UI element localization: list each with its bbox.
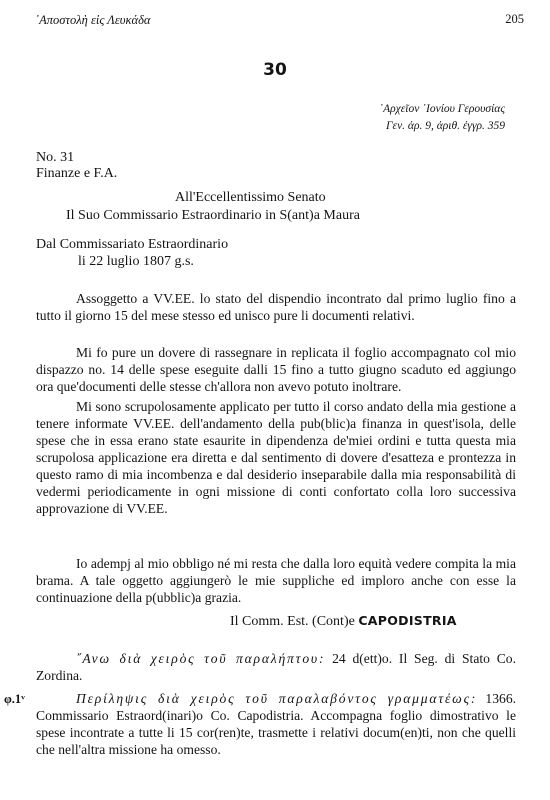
letter-number: No. 31 <box>36 150 75 165</box>
letter-department: Finanze e F.A. <box>36 166 118 181</box>
page-number: 205 <box>505 12 524 26</box>
letter-date: li 22 luglio 1807 g.s. <box>78 254 194 269</box>
document-number: 30 <box>263 60 287 80</box>
receiver-note <box>36 650 516 684</box>
summary-note-text: 1366. Commissario Estraord(inari)o Co. Capodistria. Accompagna foglio dimostrativo le spese incontrate a tutte li 15 cor(ren)te, trasmette i relativi docum(en)ti, non che quelli che nell'altra missione ha omesso. <box>36 691 517 757</box>
receiver-note-text: 24 d(ett)o. Il Seg. di Stato Co. Zordina. <box>36 651 516 683</box>
summary-note <box>36 690 516 758</box>
letter-paragraph-2: Mi fo pure un dovere di rassegnare in replicata il foglio accompagnato col mio dispazzo no. 14 delle spese eseguite dalli 15 fino a tutto giugno scaduto ed aggiungo ora que'documenti delle stesse ch'allora non avevo potuto inoltrare. <box>36 345 516 394</box>
letter-sender-title: Il Suo Commissario Estraordinario in S(ant)a Maura <box>66 208 360 223</box>
signature-name: CAPODISTRIA <box>358 613 457 628</box>
summary-note-greek: Περίληψις διὰ χειρὸς τοῦ παραλαβόντος γραμματέως: <box>76 691 478 706</box>
signature <box>230 613 457 630</box>
letter-from: Dal Commissariato Estraordinario <box>36 237 229 252</box>
archive-reference-line-2: Γεν. ἀρ. 9, ἀριθ. ἐγγρ. 359 <box>386 120 505 132</box>
folio-margin-note: φ.1ᵛ <box>4 692 25 706</box>
running-head: ᾿Αποστολὴ εἰς Λευκάδα <box>35 13 151 27</box>
archive-reference-line-1: ᾿Αρχεῖον ᾿Ιονίου Γερουσίας <box>379 103 505 115</box>
letter-paragraph-1: Assoggetto a VV.EE. lo stato del dispendio incontrato dal primo luglio fino a tutto il giorno 15 del mese stesso ed unisco pure li documenti relativi. <box>36 291 516 323</box>
signature-prefix: Il Comm. Est. (Cont)e <box>230 614 359 629</box>
receiver-note-greek: ῎Ανω διὰ χειρὸς τοῦ παραλήπτου: <box>76 651 326 666</box>
letter-paragraph-4: Io adempj al mio obbligo né mi resta che dalla loro equità vedere compita la mia brama. A tale oggetto aggiungerò le mie suppliche ed imploro anche con esse la continuazione della p(ubblic)a grazia. <box>36 556 516 605</box>
letter-recipient: All'Eccellentissimo Senato <box>175 190 326 205</box>
letter-paragraph-3: Mi sono scrupolosamente applicato per tutto il corso andato della mia gestione a tenere informate VV.EE. dell'andamento della pub(blic)a finanza in quest'isola, delle spese che in essa erano state esaurite in dipendenza de'miei ordini e tutta questa mia scrupolosa applicazione era diretta e dal sentimento di dovere d'esatteza e prontezza in questo ramo di mia incombenza e dal desiderio inseparabile dalla mia responsabilità di vedermi periodicamente in ogni missione di conti confortato colla loro successiva approvazione di VV.EE. <box>36 399 516 516</box>
